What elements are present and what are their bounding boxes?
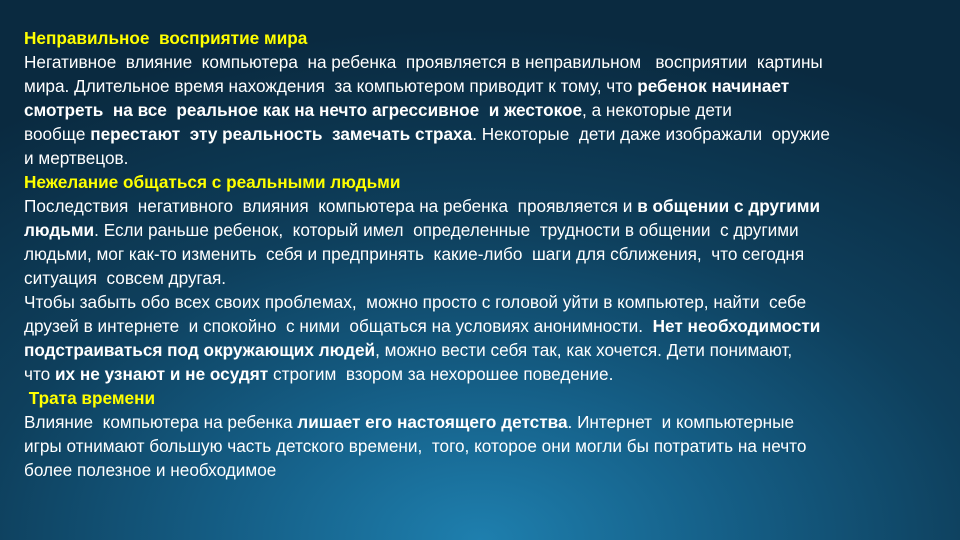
paragraph-line xyxy=(24,434,942,458)
bold-text-run: перестают эту реальность замечать страха xyxy=(90,124,473,144)
paragraph-line xyxy=(24,122,942,146)
text-run: Влияние компьютера на ребенка xyxy=(24,412,298,432)
text-run: , можно вести себя так, как хочется. Дети понимают, xyxy=(375,340,793,360)
text-run: . Некоторые дети даже изображали оружие xyxy=(472,124,830,144)
paragraph-line xyxy=(24,362,942,386)
bold-text-run: в общении с другими xyxy=(637,196,821,216)
section-heading: Неправильное восприятие мира xyxy=(24,28,308,48)
paragraph-line xyxy=(24,290,942,314)
text-run: . Если раньше ребенок, который имел определенные трудности в общении с другими xyxy=(94,220,799,240)
paragraph-line xyxy=(24,266,942,290)
bold-text-run: лишает его настоящего детства xyxy=(297,412,568,432)
paragraph-line xyxy=(24,410,942,434)
paragraph-line xyxy=(24,458,942,482)
bold-text-run: их не узнают и не осудят xyxy=(54,364,269,384)
bold-text-run: людьми xyxy=(24,220,95,240)
text-run: и мертвецов. xyxy=(24,148,129,168)
text-run: строгим взором за нехорошее поведение. xyxy=(268,364,614,384)
text-run: вообще xyxy=(24,124,91,144)
paragraph-line xyxy=(24,98,942,122)
paragraph-line xyxy=(24,74,942,98)
bold-text-run: смотреть на все реальное как на нечто агрессивное и жестокое xyxy=(24,100,583,120)
paragraph-line xyxy=(24,146,942,170)
section-heading: Трата времени xyxy=(24,388,156,408)
paragraph-line xyxy=(24,218,942,242)
text-run: мира. Длительное время нахождения за компьютером приводит к тому, что xyxy=(24,76,638,96)
paragraph-line xyxy=(24,242,942,266)
text-run: друзей в интернете и спокойно с ними общаться на условиях анонимности. xyxy=(24,316,653,336)
paragraph-line xyxy=(24,338,942,362)
text-run: что xyxy=(24,364,55,384)
bold-text-run: Нет необходимости xyxy=(652,316,821,336)
text-run: . Интернет и компьютерные xyxy=(567,412,795,432)
text-run: более полезное и необходимое xyxy=(24,460,277,480)
bold-text-run: подстраиваться под окружающих людей xyxy=(24,340,376,360)
section-heading: Нежелание общаться с реальными людьми xyxy=(24,172,401,192)
text-run: Негативное влияние компьютера на ребенка проявляется в неправильном восприятии картины xyxy=(24,52,823,72)
text-run: людьми, мог как-то изменить себя и предпринять какие-либо шаги для сближения, что сегодня xyxy=(24,244,805,264)
text-run: Последствия негативного влияния компьютера на ребенка проявляется и xyxy=(24,196,638,216)
paragraph-line xyxy=(24,194,942,218)
paragraph-line xyxy=(24,314,942,338)
text-run: игры отнимают большую часть детского времени, того, которое они могли бы потратить на нечто xyxy=(24,436,807,456)
text-run: , а некоторые дети xyxy=(582,100,732,120)
paragraph-line xyxy=(24,50,942,74)
slide-text-box xyxy=(24,26,942,482)
text-run: Чтобы забыть обо всех своих проблемах, можно просто с головой уйти в компьютер, найти себе xyxy=(24,292,807,312)
bold-text-run: ребенок начинает xyxy=(637,76,790,96)
text-run: ситуация совсем другая. xyxy=(24,268,227,288)
